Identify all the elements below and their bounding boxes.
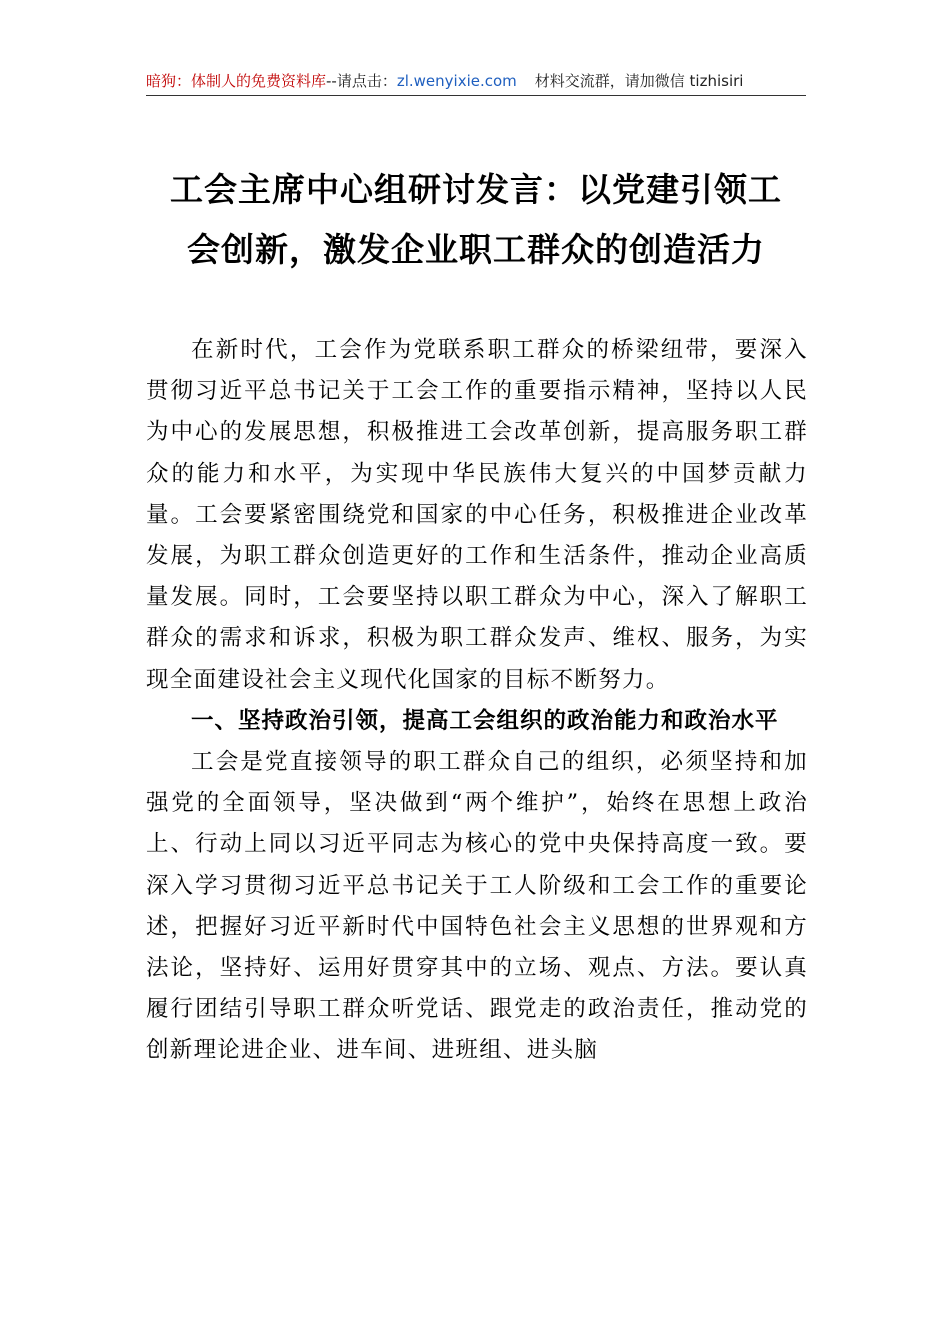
site-label: 暗狗：体制人的免费资料库 xyxy=(146,72,327,90)
header-banner xyxy=(146,70,806,96)
document-title xyxy=(146,160,806,280)
group-text: 材料交流群，请加微信 tizhisiri xyxy=(534,72,744,90)
click-prefix: --请点击： xyxy=(326,72,397,90)
intro-paragraph: 在新时代，工会作为党联系职工群众的桥梁纽带，要深入贯彻习近平总书记关于工会工作的重要指示精神，坚持以人民为中心的发展思想，积极推进工会改革创新，提高服务职工群众的能力和水平，为实现中华民族伟大复兴的中国梦贡献力量。工会要紧密围绕党和国家的中心任务，积极推进企业改革发展，为职工群众创造更好的工作和生活条件，推动企业高质量发展。同时，工会要坚持以职工群众为中心，深入了解职工群众的需求和诉求，积极为职工群众发声、维权、服务，为实现全面建设社会主义现代化国家的目标不断努力。 xyxy=(146,337,808,693)
title-line-2: 会创新，激发企业职工群众的创造活力 xyxy=(187,230,765,269)
title-line-1: 工会主席中心组研讨发言：以党建引领工 xyxy=(170,170,782,209)
section-1-heading: 一、坚持政治引领，提高工会组织的政治能力和政治水平 xyxy=(191,707,779,734)
section-1-paragraph: 工会是党直接领导的职工群众自己的组织，必须坚持和加强党的全面领导，坚决做到“两个维护”，始终在思想上政治上、行动上同以习近平同志为核心的党中央保持高度一致。要深入学习贯彻习近平总书记关于工人阶级和工会工作的重要论述，把握好习近平新时代中国特色社会主义思想的世界观和方法论，坚持好、运用好贯穿其中的立场、观点、方法。要认真履行团结引导职工群众听党话、跟党走的政治责任，推动党的创新理论进企业、进车间、进班组、进头脑 xyxy=(146,749,808,1064)
document-body xyxy=(146,330,808,1072)
site-url-link[interactable]: zl.wenyixie.com xyxy=(396,72,517,90)
header-divider xyxy=(146,95,806,96)
